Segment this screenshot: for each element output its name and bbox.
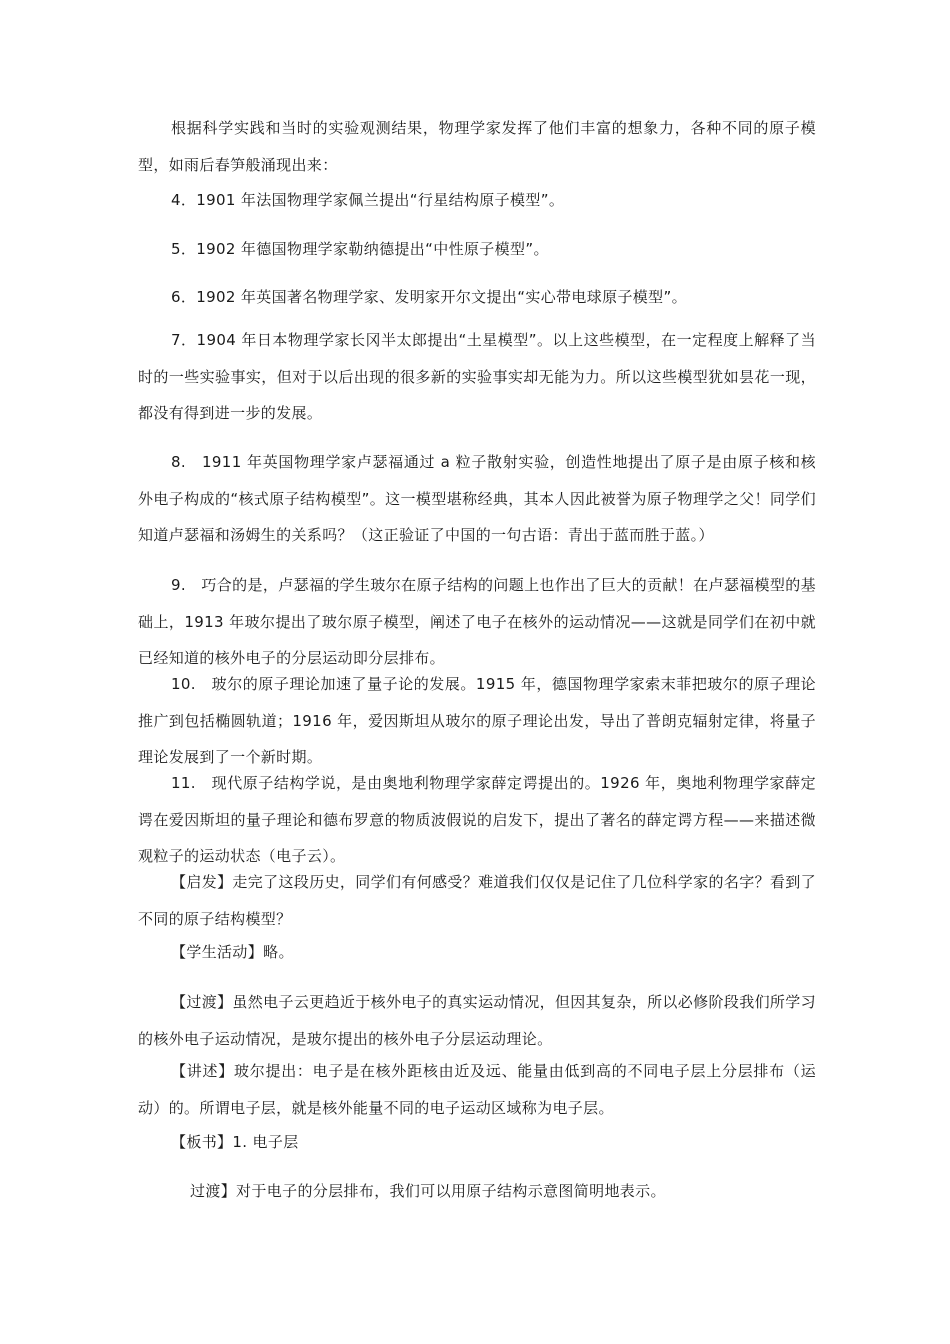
item-6-paragraph: 6．1902 年英国著名物理学家、发明家开尔文提出“实心带电球原子模型”。 [171,288,687,306]
lecture-paragraph: 【讲述】玻尔提出：电子是在核外距核由近及远、能量由低到高的不同电子层上分层排布（运动）的。所谓电子层，就是核外能量不同的电子运动区域称为电子层。 [138,1062,816,1117]
item-4-paragraph: 4．1901 年法国物理学家佩兰提出“行星结构原子模型”。 [171,191,565,209]
intro-paragraph: 根据科学实践和当时的实验观测结果，物理学家发挥了他们丰富的想象力，各种不同的原子模型，如雨后春笋般涌现出来： [138,119,816,174]
item-5-paragraph: 5．1902 年德国物理学家勒纳德提出“中性原子模型”。 [171,240,549,258]
item-10-paragraph: 10. 玻尔的原子理论加速了量子论的发展。1915 年，德国物理学家索末菲把玻尔的原子理论推广到包括椭圆轨道；1916 年，爱因斯坦从玻尔的原子理论出发，导出了普朗克辐射定律，将量子理论发展到了一个新时期。 [138,675,816,766]
item-11-paragraph: 11. 现代原子结构学说，是由奥地利物理学家薛定谔提出的。1926 年，奥地利物理学家薛定谔在爱因斯坦的量子理论和德布罗意的物质波假说的启发下，提出了著名的薛定谔方程——来描述微观粒子的运动状态（电子云）。 [138,774,816,865]
transition-paragraph: 【过渡】虽然电子云更趋近于核外电子的真实运动情况，但因其复杂，所以必修阶段我们所学习的核外电子运动情况，是玻尔提出的核外电子分层运动理论。 [138,993,816,1048]
student-activity-paragraph: 【学生活动】略。 [171,943,294,961]
item-8-paragraph: 8. 1911 年英国物理学家卢瑟福通过 a 粒子散射实验，创造性地提出了原子是由原子核和核外电子构成的“核式原子结构模型”。这一模型堪称经典，其本人因此被誉为原子物理学之父！同学们知道卢瑟福和汤姆生的关系吗？（这正验证了中国的一句古语：青出于蓝而胜于蓝。） [138,453,816,544]
item-9-paragraph: 9. 巧合的是，卢瑟福的学生玻尔在原子结构的问题上也作出了巨大的贡献！在卢瑟福模型的基础上，1913 年玻尔提出了玻尔原子模型，阐述了电子在核外的运动情况——这就是同学们在初中就已经知道的核外电子的分层运动即分层排布。 [138,576,816,667]
inspiration-paragraph: 【启发】走完了这段历史，同学们有何感受？难道我们仅仅是记住了几位科学家的名字？看到了不同的原子结构模型？ [138,873,816,928]
item-7-paragraph: 7．1904 年日本物理学家长冈半太郎提出“土星模型”。以上这些模型，在一定程度上解释了当时的一些实验事实，但对于以后出现的很多新的实验事实却无能为力。所以这些模型犹如昙花一现，都没有得到进一步的发展。 [138,331,816,422]
board-writing-paragraph: 【板书】1. 电子层 [171,1133,299,1151]
transition-2-paragraph: 过渡】对于电子的分层排布，我们可以用原子结构示意图简明地表示。 [190,1182,666,1200]
